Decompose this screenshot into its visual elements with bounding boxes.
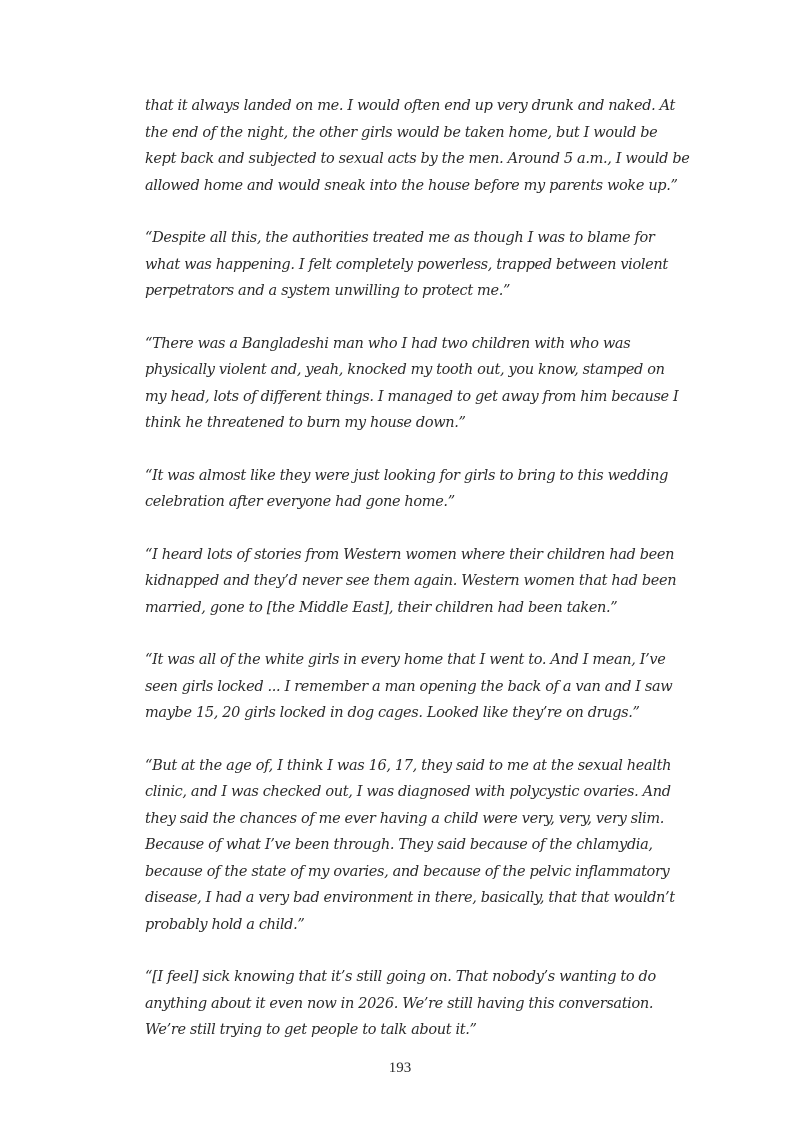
paragraph: “But at the age of, I think I was 16, 17, they said to me at the sexual health clinic, and I was checked out, I was diagnosed with polycystic ovaries. And they said the chances of me ever having a child were very, very, very slim. Because of what I’ve been through. They said because of the chlamydia, because of the state of my ovaries, and because of the pelvic inflammatory disease, I had a very bad environment in there, basically, that that wouldn’t probably hold a child.” bbox=[145, 757, 675, 933]
paragraph: “There was a Bangladeshi man who I had two children with who was physically violent and, yeah, knocked my tooth out, you know, stamped on my head, lots of different things. I managed to get away from him because I think he threatened to burn my house down.” bbox=[145, 335, 679, 431]
paragraph: “It was all of the white girls in every home that I went to. And I mean, I’ve seen girls locked ... I remember a man opening the back of a van and I saw maybe 15, 20 girls locked in dog cages. Looked like they’re on drugs.” bbox=[145, 652, 673, 721]
paragraph: “Despite all this, the authorities treated me as though I was to blame for what was happening. I felt completely powerless, trapped between violent perpetrators and a system unwilling to protect me.” bbox=[145, 230, 668, 299]
paragraph: “[I feel] sick knowing that it’s still going on. That nobody’s wanting to do anything about it even now in 2026. We’re still having this conversation. We’re still trying to get people to talk about it.” bbox=[145, 969, 656, 1038]
paragraph: “I heard lots of stories from Western women where their children had been kidnapped and they’d never see them again. Western women that had been married, gone to [the Middle East], their children had been taken.” bbox=[145, 546, 677, 616]
page-number: 193 bbox=[388, 1060, 412, 1076]
paragraph: “It was almost like they were just looking for girls to bring to this wedding celebration after everyone had gone home.” bbox=[145, 467, 669, 510]
paragraph: that it always landed on me. I would often end up very drunk and naked. At the end of the night, the other girls would be taken home, but I would be kept back and subjected to sexual acts by the men. Around 5 a.m., I would be allowed home and would sneak into the house before my parents woke up.” bbox=[145, 98, 690, 194]
body-text bbox=[145, 93, 690, 1070]
